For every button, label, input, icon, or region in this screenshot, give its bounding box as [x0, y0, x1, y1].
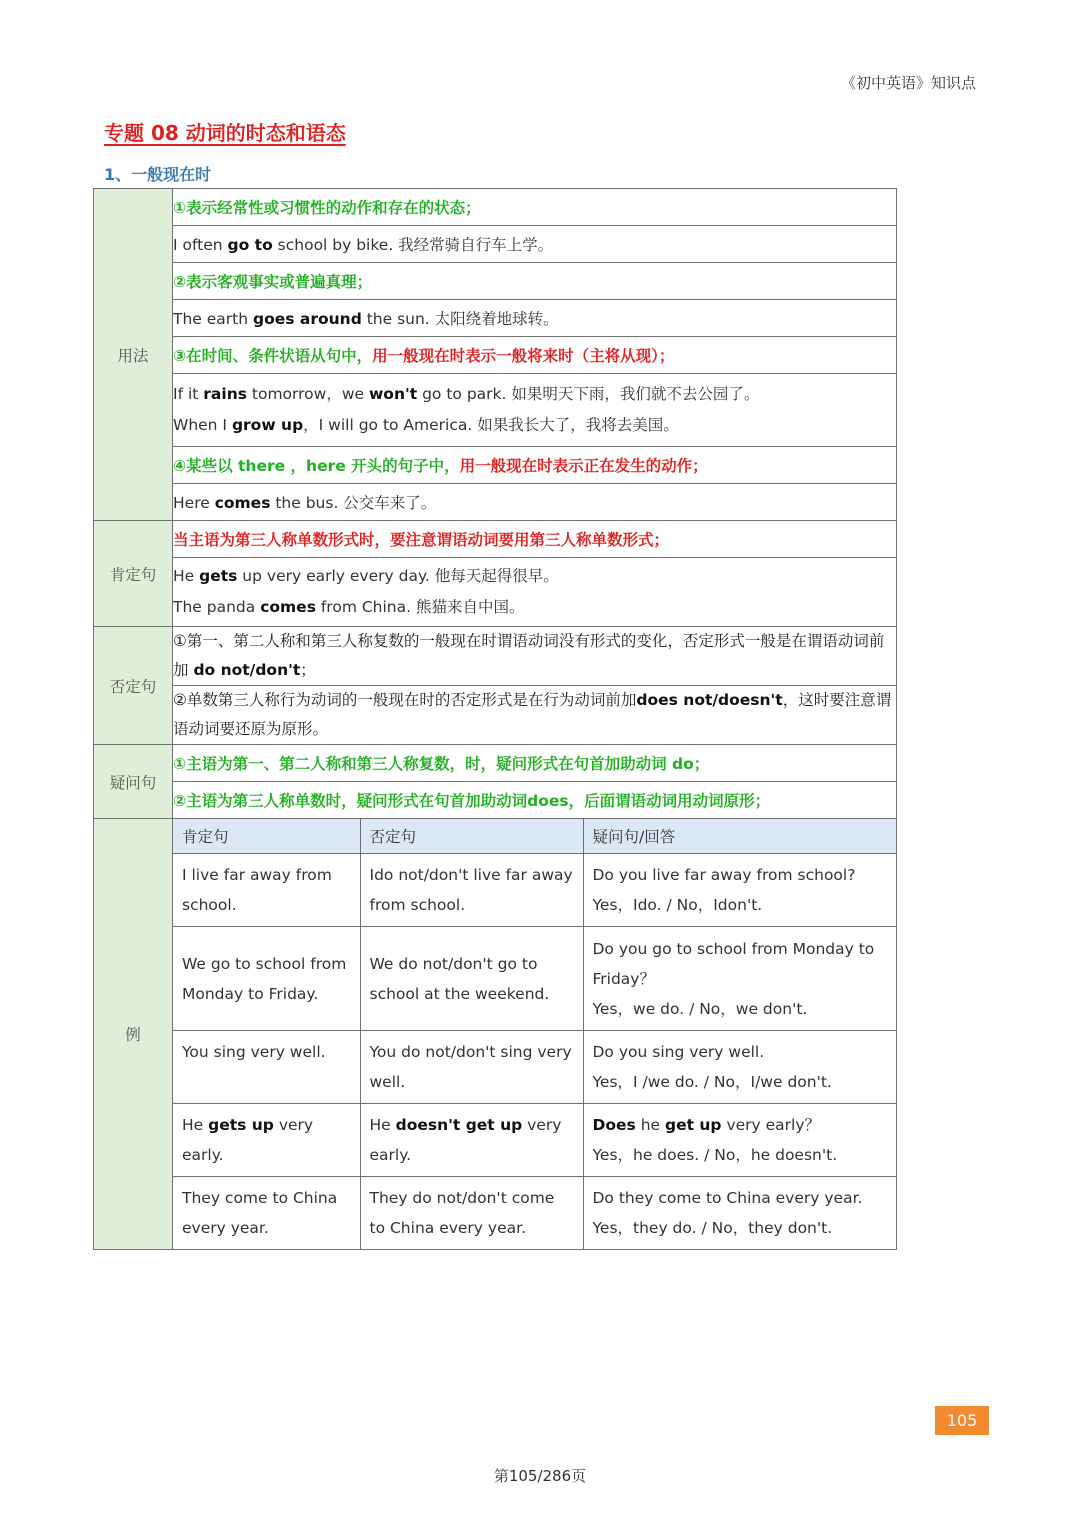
usage-rule-2: ②表示客观事实或普遍真理； — [173, 263, 897, 300]
column-header-negative: 否定句 — [360, 819, 583, 854]
example-affirmative: He gets up very early. — [173, 1104, 360, 1177]
example-negative: He doesn't get up very early. — [360, 1104, 583, 1177]
affirmative-example-1: He gets up very early every day. 他每天起得很早。 — [173, 567, 559, 585]
example-negative: You do not/don't sing very well. — [360, 1031, 583, 1104]
examples-table — [173, 819, 896, 1249]
example-question: Do you sing very well. Yes，I /we do. / No，I/we don't. — [583, 1031, 896, 1104]
usage-example-3a: If it rains tomorrow，we won't go to park. 如果明天下雨，我们就不去公园了。 — [173, 385, 760, 403]
usage-example-3 — [173, 374, 897, 447]
negative-label: 否定句 — [94, 627, 173, 745]
usage-rule-1: ①表示经常性或习惯性的动作和存在的状态； — [173, 189, 897, 226]
negative-rule-1: ①第一、第二人称和第三人称复数的一般现在时谓语动词没有形式的变化，否定形式一般是在谓语动词前加 do not/don't； — [173, 627, 897, 686]
usage-example-3b: When I grow up，I will go to America. 如果我长大了，我将去美国。 — [173, 416, 679, 434]
example-negative: They do not/don't come to China every year. — [360, 1177, 583, 1250]
example-question: Do you live far away from school? Yes，Ido. / No，Idon't. — [583, 854, 896, 927]
page-footer: 第105/286页 — [493, 1467, 587, 1485]
affirmative-example-2: The panda comes from China. 熊猫来自中国。 — [173, 598, 525, 616]
table-row — [173, 1177, 896, 1250]
topic-title: 专题 08 动词的时态和语态 — [104, 121, 346, 145]
example-question: Do you go to school from Monday to Friday？ Yes，we do. / No，we don't. — [583, 927, 896, 1031]
example-affirmative: You sing very well. — [173, 1031, 360, 1104]
examples-label: 例 — [94, 819, 173, 1250]
usage-example-1: I often go to school by bike. 我经常骑自行车上学。 — [173, 226, 897, 263]
question-rule-1: ①主语为第一、第二人称和第三人称复数，时，疑问形式在句首加助动词 do； — [173, 745, 897, 782]
example-affirmative: We go to school from Monday to Friday. — [173, 927, 360, 1031]
example-negative: Ido not/don't live far away from school. — [360, 854, 583, 927]
example-negative: We do not/don't go to school at the weekend. — [360, 927, 583, 1031]
table-row — [173, 854, 896, 927]
example-question: Do they come to China every year. Yes，they do. / No，they don't. — [583, 1177, 896, 1250]
example-affirmative: I live far away from school. — [173, 854, 360, 927]
examples-header-row — [173, 819, 896, 854]
column-header-affirmative: 肯定句 — [173, 819, 360, 854]
usage-rule-3: ③在时间、条件状语从句中，用一般现在时表示一般将来时（主将从现）； — [173, 337, 897, 374]
page-number-badge: 105 — [935, 1406, 989, 1435]
question-rule-2: ②主语为第三人称单数时，疑问形式在句首加助动词does，后面谓语动词用动词原形； — [173, 782, 897, 819]
affirmative-label: 肯定句 — [94, 521, 173, 627]
usage-label: 用法 — [94, 189, 173, 521]
grammar-table — [93, 188, 897, 1250]
examples-cell — [173, 819, 897, 1250]
question-label: 疑问句 — [94, 745, 173, 819]
affirmative-examples — [173, 558, 897, 627]
table-row — [173, 1104, 896, 1177]
example-question: Does he get up very early？ Yes，he does. / No，he doesn't. — [583, 1104, 896, 1177]
document-title: 《初中英语》知识点 — [840, 74, 976, 92]
affirmative-rule: 当主语为第三人称单数形式时，要注意谓语动词要用第三人称单数形式； — [173, 521, 897, 558]
table-row — [173, 927, 896, 1031]
usage-example-2: The earth goes around the sun. 太阳绕着地球转。 — [173, 300, 897, 337]
negative-rule-2: ②单数第三人称行为动词的一般现在时的否定形式是在行为动词前加does not/doesn't，这时要注意谓语动词要还原为原形。 — [173, 686, 897, 745]
usage-rule-4: ④某些以 there ，here 开头的句子中，用一般现在时表示正在发生的动作； — [173, 447, 897, 484]
example-affirmative: They come to China every year. — [173, 1177, 360, 1250]
section-title: 1、一般现在时 — [104, 165, 212, 184]
table-row — [173, 1031, 896, 1104]
usage-example-4: Here comes the bus. 公交车来了。 — [173, 484, 897, 521]
column-header-question: 疑问句/回答 — [583, 819, 896, 854]
